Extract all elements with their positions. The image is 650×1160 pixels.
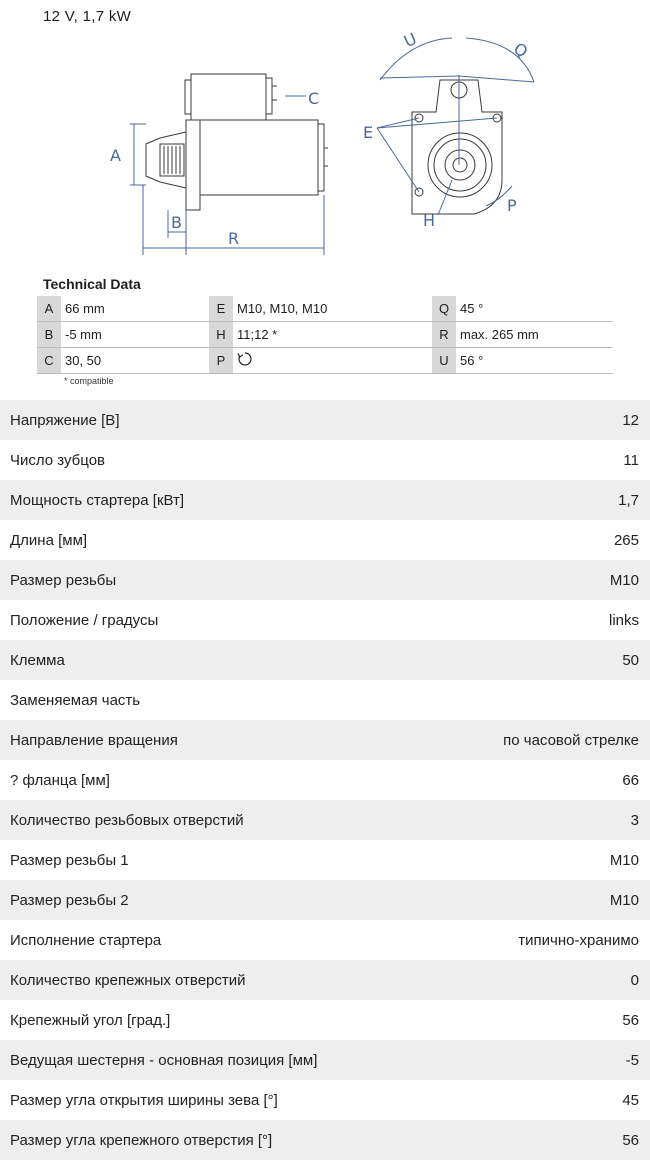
td-value: -5 mm (61, 322, 209, 348)
td-key: R (432, 322, 456, 348)
spec-row (0, 1120, 650, 1160)
spec-row (0, 800, 650, 840)
spec-value: 3 (630, 811, 639, 829)
spec-row (0, 560, 650, 600)
spec-value: 11 (623, 451, 639, 469)
spec-label: Размер резьбы 2 (10, 891, 129, 909)
spec-value: типично-хранимо (518, 931, 639, 949)
spec-label: Размер резьбы (10, 571, 117, 589)
spec-value: 56 (622, 1131, 639, 1149)
td-key: P (209, 348, 233, 374)
spec-row (0, 760, 650, 800)
spec-value: по часовой стрелке (503, 731, 639, 749)
spec-label: Количество резьбовых отверстий (10, 811, 244, 829)
spec-value: M10 (609, 891, 639, 909)
spec-label: Направление вращения (10, 731, 178, 749)
side-view (146, 74, 328, 210)
dim-label-b: B (171, 213, 182, 232)
spec-label: Напряжение [В] (10, 411, 120, 429)
technical-data-table (37, 296, 613, 374)
spec-value: 0 (630, 971, 639, 989)
clockwise-rotation-icon (237, 351, 253, 367)
spec-value: 50 (622, 651, 639, 669)
spec-label: Размер угла открытия ширины зева [°] (10, 1091, 278, 1109)
spec-label: Крепежный угол [град.] (10, 1011, 171, 1029)
td-value: M10, M10, M10 (233, 296, 432, 322)
spec-value: -5 (625, 1051, 639, 1069)
spec-row (0, 960, 650, 1000)
spec-label: Исполнение стартера (10, 931, 162, 949)
td-key: H (209, 322, 233, 348)
spec-value: 56 (622, 1011, 639, 1029)
front-view (412, 80, 502, 214)
spec-row (0, 920, 650, 960)
spec-label: ? фланца [мм] (10, 771, 110, 789)
spec-value: M10 (609, 571, 639, 589)
spec-row (0, 520, 650, 560)
dim-label-r: R (228, 229, 240, 248)
compatible-note: * compatible (64, 376, 114, 386)
dim-label-p: P (507, 196, 517, 215)
dim-label-u: U (400, 28, 420, 52)
spec-label: Длина [мм] (10, 531, 88, 549)
spec-label: Положение / градусы (10, 611, 159, 629)
spec-value: 265 (613, 531, 639, 549)
spec-value: 12 (622, 411, 639, 429)
dim-label-c: C (308, 89, 320, 108)
spec-row (0, 1080, 650, 1120)
td-row (37, 296, 613, 322)
td-value: max. 265 mm (456, 322, 613, 348)
spec-label: Число зубцов (10, 451, 106, 469)
td-value-p (233, 348, 432, 374)
spec-list (0, 400, 650, 1160)
spec-value: links (608, 611, 639, 629)
spec-value: 1,7 (618, 491, 639, 509)
spec-row (0, 1000, 650, 1040)
td-key: B (37, 322, 61, 348)
spec-row (0, 640, 650, 680)
td-row (37, 348, 613, 374)
spec-row (0, 1040, 650, 1080)
spec-label: Мощность стартера [кВт] (10, 491, 185, 509)
starter-technical-drawing (0, 20, 650, 270)
spec-label: Клемма (10, 651, 65, 669)
td-value: 66 mm (61, 296, 209, 322)
dim-label-q: Q (510, 38, 532, 62)
dim-label-h: H (423, 211, 436, 230)
dim-label-e: E (363, 123, 374, 142)
spec-row (0, 400, 650, 440)
spec-row (0, 720, 650, 760)
spec-label: Размер резьбы 1 (10, 851, 129, 869)
spec-value: 66 (622, 771, 639, 789)
td-value: 56 ° (456, 348, 613, 374)
td-key: Q (432, 296, 456, 322)
spec-label: Количество крепежных отверстий (10, 971, 246, 989)
spec-label: Заменяемая часть (10, 691, 141, 709)
td-key: U (432, 348, 456, 374)
spec-row (0, 680, 650, 720)
spec-label: Ведущая шестерня - основная позиция [мм] (10, 1051, 318, 1069)
spec-row (0, 600, 650, 640)
td-key: C (37, 348, 61, 374)
spec-value: M10 (609, 851, 639, 869)
td-key: A (37, 296, 61, 322)
td-key: E (209, 296, 233, 322)
spec-value: 45 (622, 1091, 639, 1109)
td-value: 45 ° (456, 296, 613, 322)
td-value: 30, 50 (61, 348, 209, 374)
spec-row (0, 440, 650, 480)
dim-label-a: A (110, 146, 121, 165)
spec-label: Размер угла крепежного отверстия [°] (10, 1131, 273, 1149)
spec-row (0, 880, 650, 920)
technical-data-title: Technical Data (43, 276, 141, 292)
product-title: 12 V, 1,7 kW (43, 8, 132, 25)
spec-row (0, 840, 650, 880)
td-value: 11;12 * (233, 322, 432, 348)
spec-row (0, 480, 650, 520)
td-row (37, 322, 613, 348)
